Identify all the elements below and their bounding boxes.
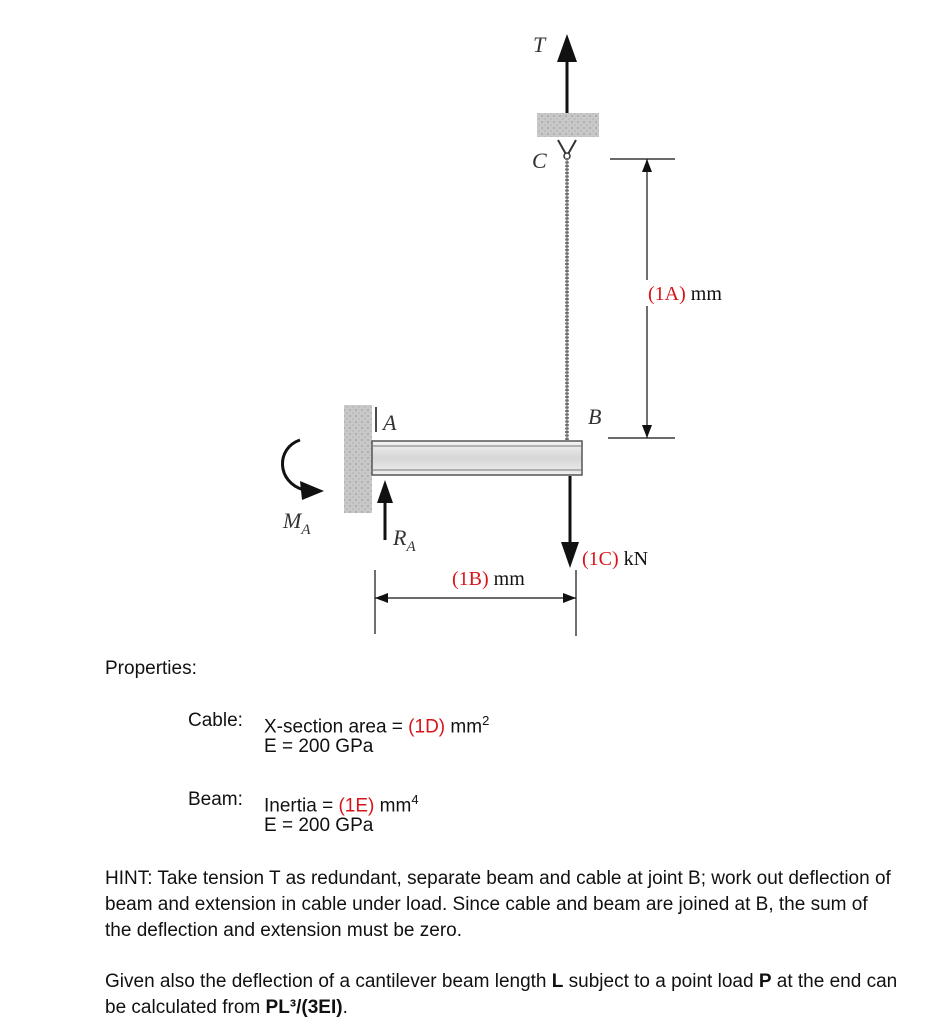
beam-inertia: Inertia = (1E) $mm^4$ <box>264 792 419 817</box>
hint-text: HINT: Take tension T as redundant, separate beam and cable at joint B; work out deflection of beam and extension in cable under load. Since cable and beam are joined at B, the sum of the deflection and extension must be zero. <box>105 868 891 941</box>
cable-area-code: (1D) <box>408 716 446 738</box>
beam-inertia-code: (1E) <box>338 795 375 817</box>
label-A: A <box>383 410 397 435</box>
reaction-arrow-head <box>377 480 393 503</box>
label-1A: (1A) mm <box>648 283 722 305</box>
dim-1B-arrow-left <box>375 593 388 603</box>
ceiling-support <box>537 113 599 137</box>
label-MA: $M_A$ <box>283 508 311 538</box>
label-1C: (1C) kN <box>582 548 649 570</box>
given-text: Given also the deflection of a cantilever beam length L subject to a point load P at the end can be calculated from PL³/(3EI). <box>105 971 898 1018</box>
given-formula: PL³/(3EI) <box>265 997 343 1018</box>
moment-arrow-head <box>300 481 324 500</box>
dim-1A-arrow-bottom <box>642 425 652 438</box>
given-P: P <box>758 971 772 992</box>
cable-label: Cable: <box>188 710 243 731</box>
given-L: L <box>551 971 564 992</box>
dim-1B-arrow-right <box>563 593 576 603</box>
label-1B: (1B) mm <box>452 568 525 590</box>
cable-modulus: E = 200 GPa <box>264 736 374 757</box>
load-arrow-head <box>561 542 579 568</box>
properties-heading: Properties: <box>105 658 197 679</box>
label-T: T <box>533 32 546 57</box>
dim-1A-arrow-top <box>642 159 652 172</box>
label-B: B <box>588 404 602 429</box>
wall <box>344 405 372 513</box>
label-RA: $R_A$ <box>393 525 416 555</box>
cable-area: X-section area = (1D) $mm^2$ <box>264 713 490 738</box>
beam-label: Beam: <box>188 789 243 810</box>
label-C: C <box>532 148 547 173</box>
tension-arrow-head <box>557 34 577 62</box>
beam-modulus: E = 200 GPa <box>264 815 374 836</box>
